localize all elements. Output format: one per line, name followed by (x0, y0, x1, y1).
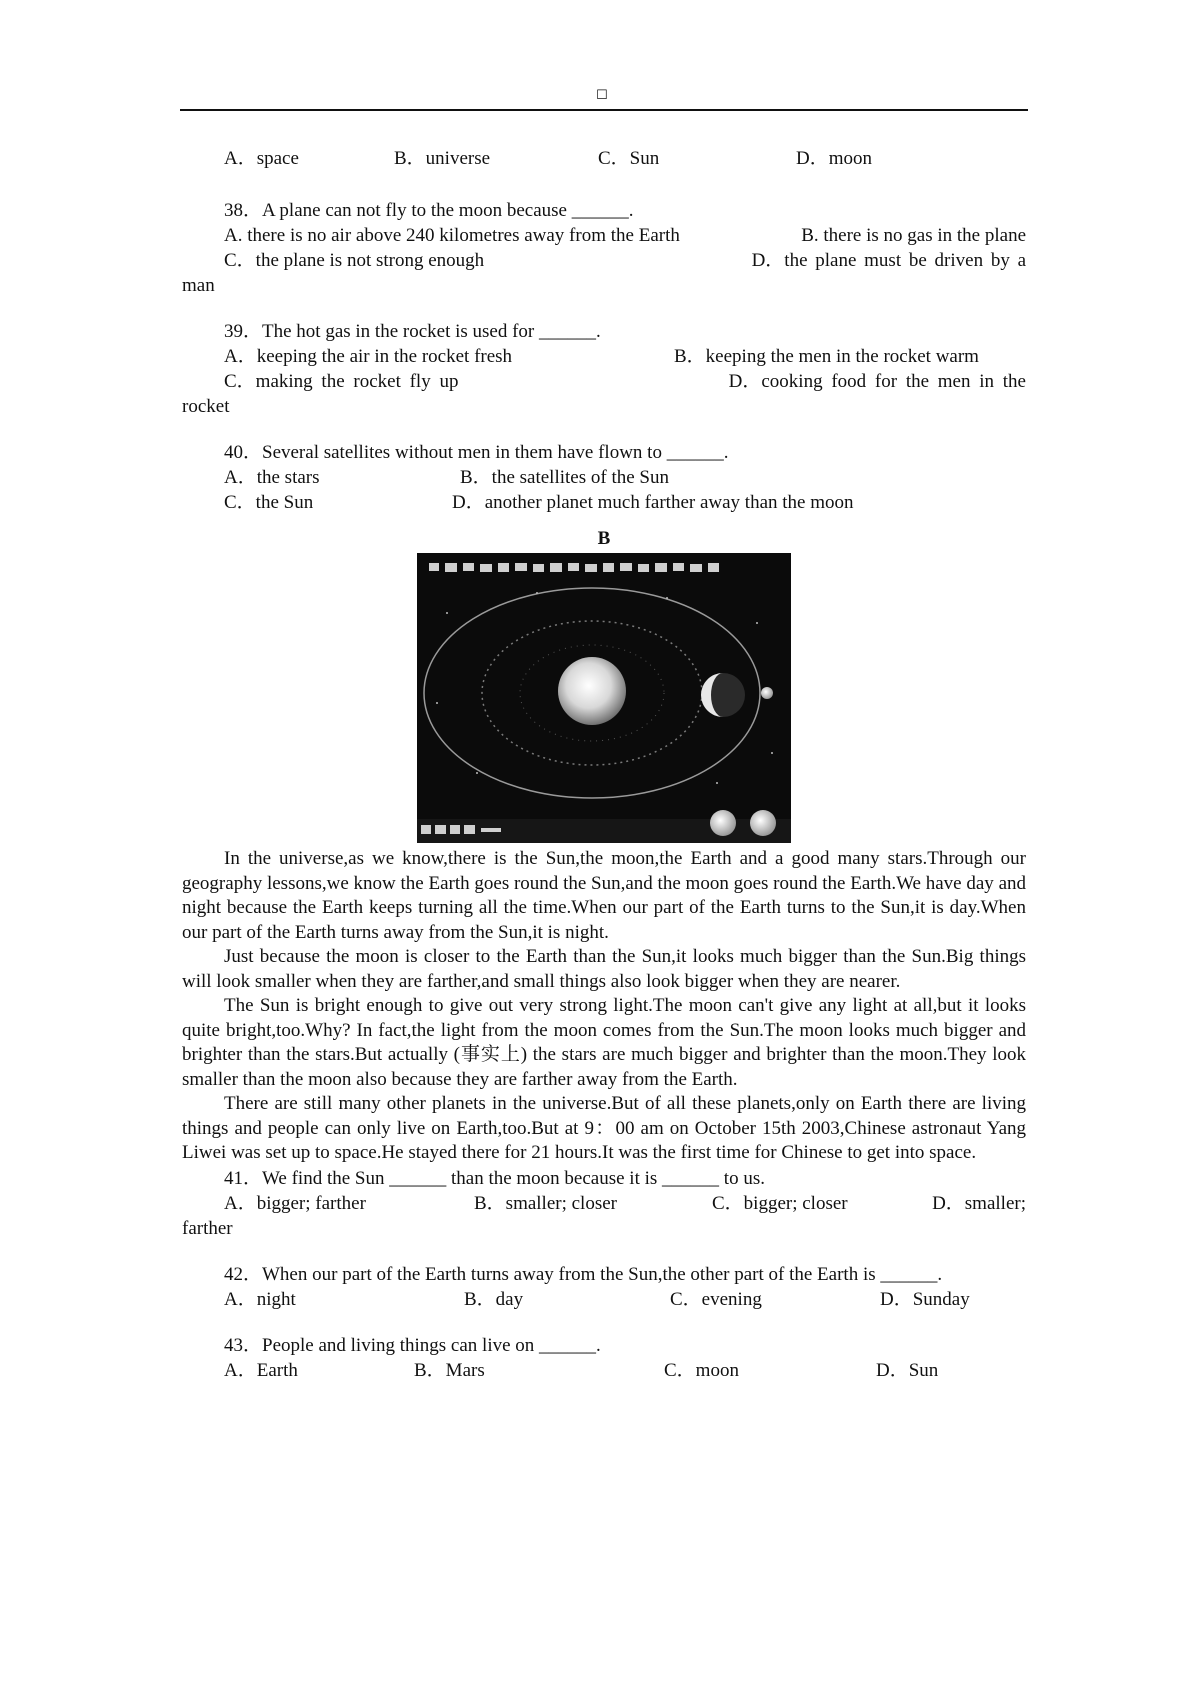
q38-option-c: C．the plane is not strong enough (224, 250, 485, 271)
q40-stem: 40．Several satellites without men in them have flown to ______. (224, 442, 729, 463)
header-rule (180, 109, 1028, 111)
q41-option-c: C．bigger; closer (712, 1192, 848, 1214)
q39-option-d: D．cooking food for the men in the (728, 371, 1026, 392)
q42-option-c: C．evening (670, 1288, 762, 1310)
q41-option-d-cont: farther (182, 1217, 233, 1239)
q43-stem: 43．People and living things can live on ______. (224, 1334, 601, 1356)
q42-options (182, 1287, 1026, 1312)
q40-row-cd (182, 490, 1026, 515)
q40-option-a: A．the stars (224, 467, 320, 488)
solar-system-image (417, 553, 791, 843)
q38-option-d-cont: man (182, 275, 215, 296)
q41-option-d: D．smaller; (932, 1192, 1026, 1214)
q39-option-d-cont: rocket (182, 396, 230, 417)
q38-row-ab (182, 223, 1026, 248)
q37-options (182, 146, 1026, 171)
q38-option-d: D．the plane must be driven by a (751, 250, 1026, 271)
passage-paragraph-1: In the universe,as we know,there is the Sun,the moon,the Earth and a good many stars.Through our geography lessons,we know the Earth goes round the Sun,and the moon goes round the Earth.We have day and night because the Earth keeps turning all the time.When our part of the Earth turns to the Sun,it is day.When our part of the Earth turns away from the Sun,it is night. (182, 848, 1026, 943)
q37-option-d: D．moon (796, 148, 873, 169)
q40-option-b: B．the satellites of the Sun (460, 467, 669, 488)
passage-paragraph-2: Just because the moon is closer to the Earth than the Sun,it looks much bigger than the Sun.Big things will look smaller when they are farther,and small things also look bigger when they are nearer. (182, 946, 1026, 992)
q40-row-ab (182, 465, 1026, 490)
q43-option-a: A．Earth (224, 1359, 298, 1381)
passage-paragraph-3: The Sun is bright enough to give out very strong light.The moon can't give any light at all,but it looks quite bright,too.Why? In fact,the light from the moon comes from the Sun.The moon looks much bigger and brighter than the stars.But actually (事实上) the stars are much bigger and brighter than the moon.They look smaller than the moon also because they are farther away from the Earth. (182, 995, 1026, 1090)
q42-option-a: A．night (224, 1288, 296, 1310)
q40-option-c: C．the Sun (224, 492, 314, 513)
q42-option-b: B．day (464, 1288, 524, 1310)
q39-option-b: B．keeping the men in the rocket warm (674, 346, 979, 367)
q37-option-b: B．universe (394, 148, 491, 169)
q38-option-a: A. there is no air above 240 kilometres away from the Earth (224, 225, 680, 246)
q40-option-d: D．another planet much farther away than the moon (452, 492, 854, 513)
q39-row-ab (182, 344, 1026, 369)
q43-option-c: C．moon (664, 1359, 739, 1381)
section-b-title: B (597, 528, 611, 549)
q42-stem: 42．When our part of the Earth turns away from the Sun,the other part of the Earth is ______. (224, 1263, 943, 1285)
q42-option-d: D．Sunday (880, 1288, 970, 1310)
q39-row-cd (182, 369, 1026, 394)
q43-option-d: D．Sun (876, 1359, 939, 1381)
passage-paragraph-4: There are still many other planets in the universe.But of all these planets,only on Earth there are living things and people can only live on Earth,too.But at 9：00 am on October 15th 2003,Chinese astronaut Yang Liwei was set up to space.He stayed there for 21 hours.It was the first time for Chinese to get into space. (182, 1093, 1026, 1163)
q38-option-b: B. there is no gas in the plane (801, 225, 1026, 246)
q38-row-cd (182, 248, 1026, 273)
q43-options (182, 1358, 1026, 1383)
q39-option-c: C．making the rocket fly up (224, 371, 459, 392)
q41-stem: 41．We find the Sun ______ than the moon because it is ______ to us. (224, 1167, 765, 1189)
q39-option-a: A．keeping the air in the rocket fresh (224, 346, 513, 367)
header-mark: ☐ (596, 87, 608, 102)
exam-content (182, 146, 1026, 1383)
q41-option-b: B．smaller; closer (474, 1192, 617, 1214)
q37-option-a: A．space (224, 148, 299, 169)
q43-option-b: B．Mars (414, 1359, 485, 1381)
q41-option-a: A．bigger; farther (224, 1192, 366, 1214)
q39-stem: 39．The hot gas in the rocket is used for ______. (224, 321, 601, 342)
q41-options (182, 1191, 1026, 1216)
q38-stem: 38．A plane can not fly to the moon because ______. (224, 200, 634, 221)
q37-option-c: C．Sun (598, 148, 660, 169)
